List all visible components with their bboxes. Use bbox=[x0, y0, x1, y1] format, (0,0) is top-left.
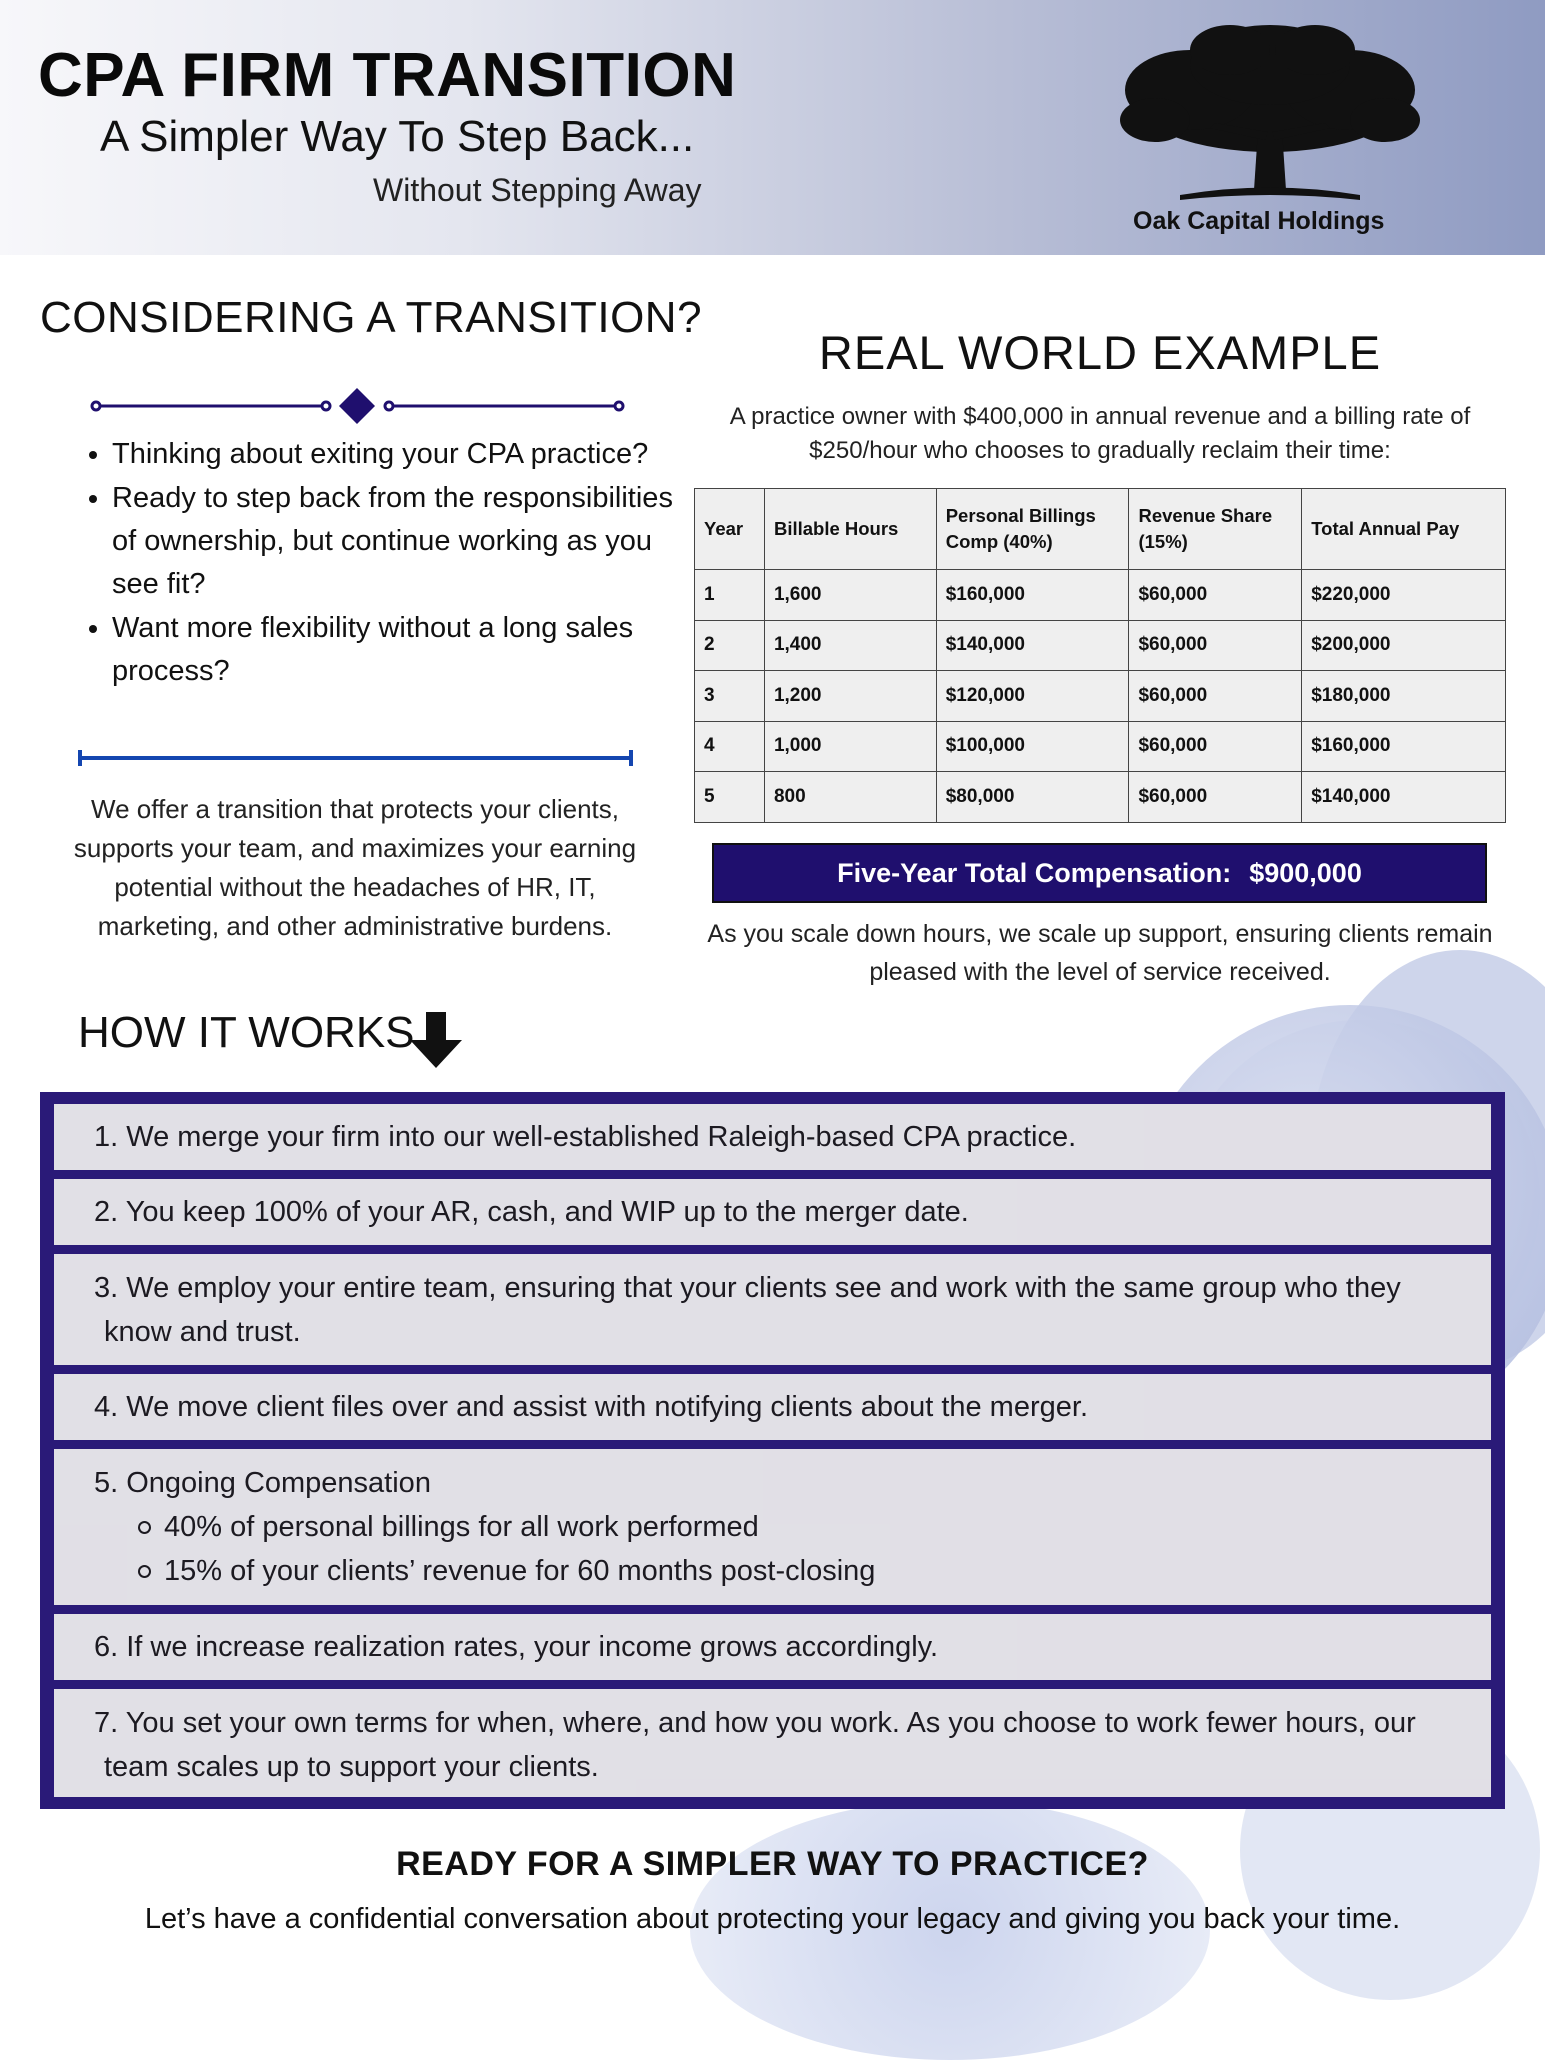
step-sub-item: 40% of personal billings for all work performed bbox=[94, 1505, 1471, 1549]
step-sub-item: 15% of your clients’ revenue for 60 months post-closing bbox=[94, 1549, 1471, 1593]
step-text: 7. You set your own terms for when, where, and how you work. As you choose to work fewer hours, our team scales up to support your clients. bbox=[94, 1707, 1416, 1783]
table-cell: $140,000 bbox=[936, 620, 1129, 671]
table-cell: $140,000 bbox=[1302, 772, 1506, 823]
step-item bbox=[54, 1374, 1491, 1440]
table-row bbox=[695, 721, 1506, 772]
list-item: • Ready to step back from the responsibilities of ownership, but continue working as you see fit? bbox=[112, 477, 692, 606]
section-heading-considering: CONSIDERING A TRANSITION? bbox=[40, 293, 703, 342]
table-cell: 2 bbox=[695, 620, 765, 671]
step-item bbox=[54, 1689, 1491, 1797]
considering-bullet-list bbox=[70, 433, 692, 694]
table-cell: 1,000 bbox=[764, 721, 936, 772]
table-cell: $60,000 bbox=[1129, 721, 1302, 772]
step-text: 1. We merge your firm into our well-established Raleigh-based CPA practice. bbox=[94, 1121, 1077, 1153]
column-header: Revenue Share (15%) bbox=[1129, 489, 1302, 570]
list-item: • Want more flexibility without a long sales process? bbox=[112, 607, 692, 693]
table-cell: $100,000 bbox=[936, 721, 1129, 772]
table-cell: 1,200 bbox=[764, 671, 936, 722]
page-tagline: Without Stepping Away bbox=[373, 172, 702, 208]
table-cell: $160,000 bbox=[1302, 721, 1506, 772]
page-subtitle: A Simpler Way To Step Back... bbox=[100, 112, 695, 161]
table-cell: 800 bbox=[764, 772, 936, 823]
table-cell: 1,400 bbox=[764, 620, 936, 671]
logo-name: Oak Capital Holdings bbox=[1133, 207, 1385, 235]
table-row bbox=[695, 772, 1506, 823]
table-cell: $180,000 bbox=[1302, 671, 1506, 722]
arrow-down-icon bbox=[410, 1012, 462, 1068]
table-cell: 4 bbox=[695, 721, 765, 772]
total-label: Five-Year Total Compensation: bbox=[837, 858, 1232, 888]
example-description: A practice owner with $400,000 in annual revenue and a billing rate of $250/hour who chooses to gradually reclaim their time: bbox=[729, 403, 1471, 464]
step-text: 6. If we increase realization rates, your income grows accordingly. bbox=[94, 1631, 939, 1663]
ornament-divider bbox=[90, 383, 625, 429]
step-text: 3. We employ your entire team, ensuring that your clients see and work with the same group who they know and trust. bbox=[94, 1272, 1401, 1348]
table-cell: $220,000 bbox=[1302, 570, 1506, 621]
column-header: Year bbox=[695, 489, 765, 570]
table-cell: $60,000 bbox=[1129, 570, 1302, 621]
step-text: 5. Ongoing Compensation bbox=[94, 1467, 431, 1499]
section-heading-real-world-example: REAL WORLD EXAMPLE bbox=[818, 326, 1382, 379]
table-cell: $60,000 bbox=[1129, 772, 1302, 823]
column-header: Total Annual Pay bbox=[1302, 489, 1506, 570]
table-row bbox=[695, 570, 1506, 621]
column-header: Personal Billings Comp (40%) bbox=[936, 489, 1129, 570]
table-row bbox=[695, 671, 1506, 722]
table-header-row bbox=[695, 489, 1506, 570]
table-cell: $60,000 bbox=[1129, 620, 1302, 671]
page-title: CPA FIRM TRANSITION bbox=[38, 41, 737, 110]
how-it-works-steps bbox=[40, 1092, 1505, 1809]
step-text: 4. We move client files over and assist with notifying clients about the merger. bbox=[94, 1391, 1089, 1423]
section-heading-how-it-works: HOW IT WORKS bbox=[78, 1008, 415, 1057]
table-cell: 3 bbox=[695, 671, 765, 722]
total-value: $900,000 bbox=[1249, 858, 1362, 888]
table-cell: 5 bbox=[695, 772, 765, 823]
table-cell: 1,600 bbox=[764, 570, 936, 621]
column-header: Billable Hours bbox=[764, 489, 936, 570]
step-item bbox=[54, 1179, 1491, 1245]
step-item bbox=[54, 1104, 1491, 1170]
compensation-table bbox=[694, 488, 1506, 823]
list-item: • Thinking about exiting your CPA practice? bbox=[112, 433, 692, 476]
scale-note: As you scale down hours, we scale up support, ensuring clients remain pleased with the level of service received. bbox=[707, 920, 1493, 986]
offer-paragraph: We offer a transition that protects your clients, supports your team, and maximizes your earning potential without the headaches of HR, IT, marketing, and other administrative burdens. bbox=[73, 794, 637, 941]
cta-heading: READY FOR A SIMPLER WAY TO PRACTICE? bbox=[396, 1845, 1149, 1883]
table-cell: $60,000 bbox=[1129, 671, 1302, 722]
cta-text: Let’s have a confidential conversation about protecting your legacy and giving you back your time. bbox=[144, 1903, 1401, 1935]
step-item bbox=[54, 1254, 1491, 1365]
blue-divider bbox=[78, 748, 633, 768]
table-cell: $80,000 bbox=[936, 772, 1129, 823]
table-cell: 1 bbox=[695, 570, 765, 621]
table-row bbox=[695, 620, 1506, 671]
oak-tree-icon bbox=[1120, 20, 1420, 205]
table-cell: $160,000 bbox=[936, 570, 1129, 621]
table-cell: $120,000 bbox=[936, 671, 1129, 722]
step-item bbox=[54, 1449, 1491, 1605]
header-banner bbox=[0, 0, 1545, 255]
total-compensation-bar bbox=[712, 843, 1487, 903]
step-text: 2. You keep 100% of your AR, cash, and WIP up to the merger date. bbox=[94, 1196, 969, 1228]
step-item bbox=[54, 1614, 1491, 1680]
table-cell: $200,000 bbox=[1302, 620, 1506, 671]
